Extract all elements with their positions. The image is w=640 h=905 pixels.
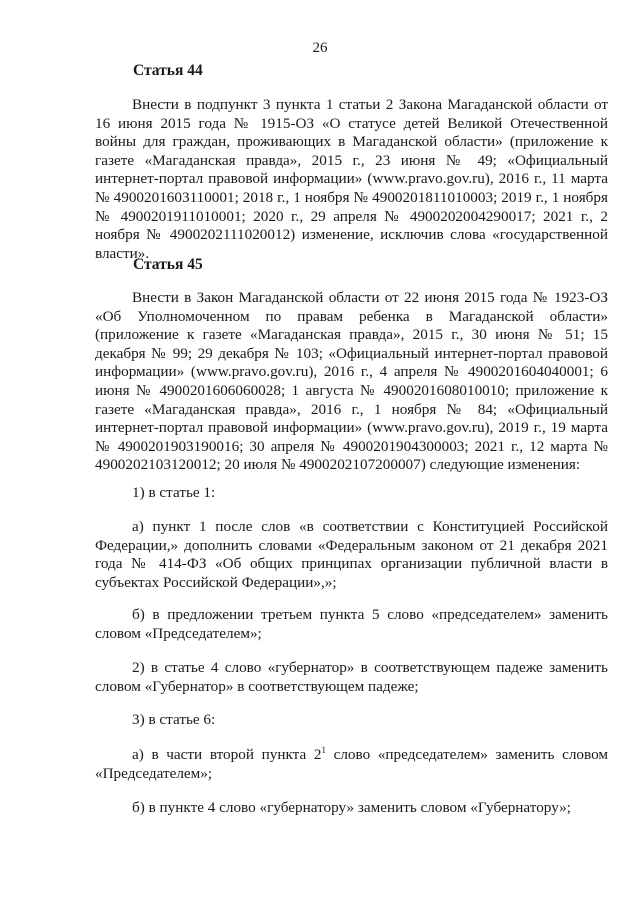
- item-1: 1) в статье 1:: [132, 484, 216, 501]
- item-3a: [95, 746, 608, 783]
- article-45-intro: Внести в Закон Магаданской области от 22 июня 2015 года № 1923-ОЗ «Об Уполномоченном по правам ребенка в Магаданской области» (приложение к газете «Магаданская правда», 2015 г., 30 июня № 51; 15 декабря № 99; 29 декабря № 103; «Официальный интернет-портал правовой информации» (www.pravo.gov.ru), 2016 г., 4 апреля № 4900201604040001; 6 июня № 4900201606060028; 1 августа № 4900201608010010; приложение к газете «Магаданская правда», 2016 г., 1 ноября № 84; «Официальный интернет-портал правовой информации» (www.pravo.gov.ru), 2019 г., 19 марта № 4900201903190016; 30 апреля № 4900201904300003; 2021 г., 12 марта № 4900202103120012; 20 июля № 4900202107200007) следующие изменения:: [95, 289, 608, 474]
- article-44-heading: Статья 44: [133, 62, 203, 79]
- superscript-one: 1: [321, 744, 326, 755]
- item-3a-text-end: слово «председателем» заменить словом «Председателем»;: [95, 746, 608, 782]
- article-44-text: Внести в подпункт 3 пункта 1 статьи 2 Закона Магаданской области от 16 июня 2015 года № 1915-ОЗ «О статусе детей Великой Отечественной войны для граждан, проживающих в Магаданской области» (приложение к газете «Магаданская правда», 2015 г., 23 июня № 49; «Официальный интернет-портал правовой информации» (www.pravo.gov.ru), 2016 г., 11 марта № 4900201603110001; 2018 г., 1 ноября № 4900201811010003; 2019 г., 1 ноября № 4900201911010001; 2020 г., 29 апреля № 4900202004290017; 2021 г., 2 ноября № 4900202111020012) изменение, исключив слова «государственной власти».: [95, 96, 608, 262]
- item-1a: а) пункт 1 после слов «в соответствии с Конституцией Российской Федерации,» дополнить словами «Федеральным законом от 21 декабря 2021 года № 414-ФЗ «Об общих принципах организации публичной власти в субъектах Российской Федерации»,»;: [95, 518, 608, 591]
- item-3: 3) в статье 6:: [132, 711, 216, 728]
- item-1b: б) в предложении третьем пункта 5 слово «председателем» заменить словом «Председателем»;: [95, 606, 608, 642]
- item-3a-text-start: а) в части второй пункта 2: [132, 746, 322, 763]
- item-3b: б) в пункте 4 слово «губернатору» заменить словом «Губернатору»;: [132, 799, 571, 816]
- page-number: 26: [312, 40, 328, 56]
- article-45-heading: Статья 45: [133, 256, 203, 273]
- item-2: 2) в статье 4 слово «губернатор» в соответствующем падеже заменить словом «Губернатор» в соответствующем падеже;: [95, 659, 608, 695]
